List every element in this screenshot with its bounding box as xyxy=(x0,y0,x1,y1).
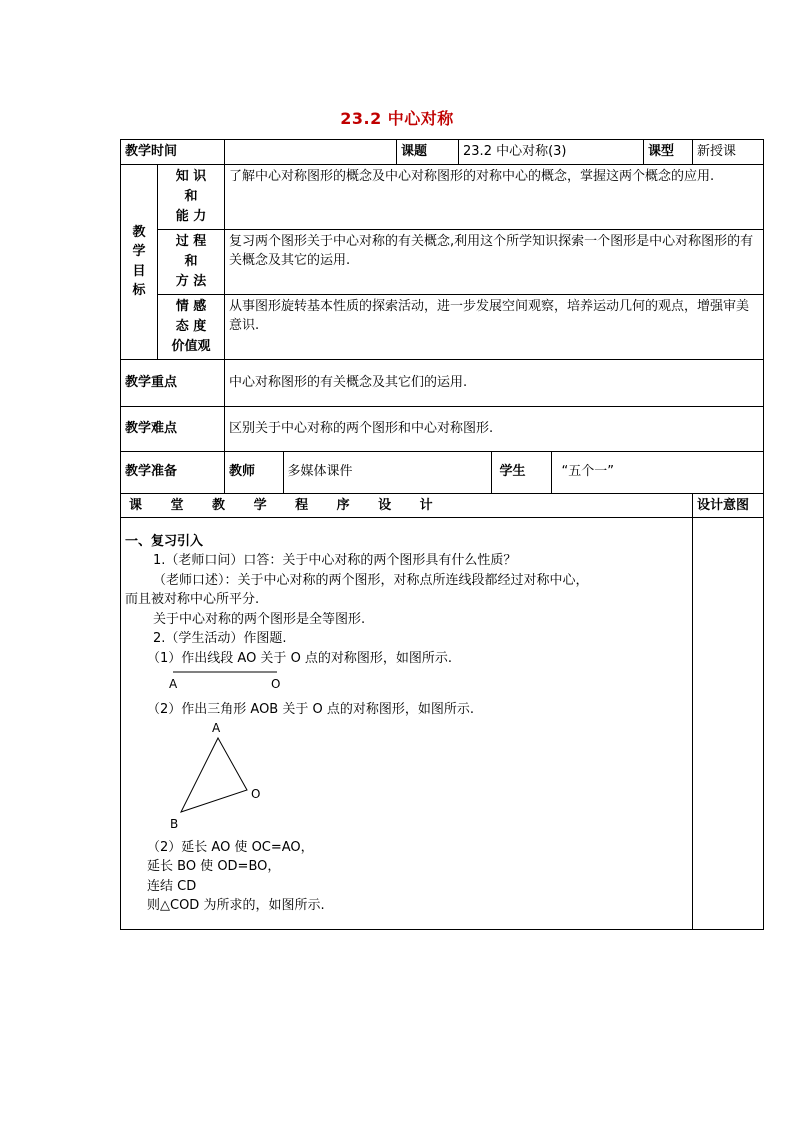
design-intent-body xyxy=(693,518,764,930)
triangle-aob xyxy=(181,738,247,812)
procedure-line: （老师口述）：关于中心对称的两个图形，对称点所连线段都经过对称中心， xyxy=(153,572,589,588)
procedure-line: 连结 CD xyxy=(147,878,197,894)
type-value: 新授课 xyxy=(693,140,764,165)
procedure-line: 2.（学生活动）作图题. xyxy=(153,631,287,646)
objective-label-line: 过 程 xyxy=(175,233,207,249)
procedure-line: 关于中心对称的两个图形是全等图形. xyxy=(153,611,366,627)
procedure-line: （2）延长 AO 使 OC=AO， xyxy=(147,839,314,855)
objectives-label xyxy=(121,164,158,359)
figure1-label-o: O xyxy=(271,677,281,691)
triangle-figure xyxy=(163,720,383,832)
teacher-value: 多媒体课件 xyxy=(283,452,491,493)
figure2-label-o: O xyxy=(251,786,261,801)
procedure-line: （2）作出三角形 AOB 关于 O 点的对称图形，如图所示. xyxy=(147,702,474,717)
procedure-line: 1.（老师口问）口答：关于中心对称的两个图形具有什么性质？ xyxy=(153,553,517,568)
procedure-line: 而且被对称中心所平分. xyxy=(125,592,260,607)
objective-label-line: 知 识 xyxy=(175,168,207,184)
topic-label: 课题 xyxy=(397,140,459,165)
objective-label-line: 能 力 xyxy=(175,208,207,224)
procedure-body xyxy=(121,518,693,930)
objective-label-line: 价值观 xyxy=(171,338,211,354)
teacher-label: 教师 xyxy=(225,452,283,493)
objective-text-knowledge: 了解中心对称图形的概念及中心对称图形的对称中心的概念，掌握这两个概念的应用. xyxy=(225,164,764,229)
time-label: 教学时间 xyxy=(121,140,225,165)
figure2-label-b: B xyxy=(170,816,179,831)
procedure-line: （1）作出线段 AO 关于 O 点的对称图形，如图所示. xyxy=(147,650,453,666)
objectives-label-char: 学 xyxy=(132,244,146,259)
objective-label-line: 情 感 xyxy=(175,298,207,314)
objectives-label-char: 目 xyxy=(132,263,146,279)
objective-label-process xyxy=(158,229,225,294)
objective-text-process: 复习两个图形关于中心对称的有关概念,利用这个所学知识探索一个图形是中心对称图形的有关概念及其它的运用. xyxy=(225,229,764,294)
key-point-text: 中心对称图形的有关概念及其它们的运用. xyxy=(225,359,764,406)
section-heading: 一、复习引入 xyxy=(125,533,204,549)
difficulty-label: 教学难点 xyxy=(121,406,225,451)
objective-label-line: 和 xyxy=(184,253,198,269)
difficulty-text: 区别关于中心对称的两个图形和中心对称图形. xyxy=(225,406,764,451)
lesson-plan-table xyxy=(120,139,764,930)
type-label: 课型 xyxy=(644,140,693,165)
student-value: “五个一” xyxy=(561,464,614,480)
objective-label-line: 态 度 xyxy=(175,318,207,334)
objective-label-line: 和 xyxy=(184,188,198,204)
preparation-subtable xyxy=(225,452,763,493)
objective-label-knowledge xyxy=(158,164,225,229)
preparation-label: 教学准备 xyxy=(121,451,225,493)
objective-label-line: 方 法 xyxy=(175,273,207,289)
objective-label-emotion xyxy=(158,294,225,359)
objectives-label-char: 标 xyxy=(132,283,146,298)
segment-figure xyxy=(165,668,365,696)
procedure-header: 课 堂 教 学 程 序 设 计 xyxy=(121,493,693,518)
figure1-label-a: A xyxy=(169,677,178,691)
design-intent-header: 设计意图 xyxy=(693,493,764,518)
procedure-line: 则△COD 为所求的，如图所示. xyxy=(147,898,325,913)
page-title: 23.2 中心对称 xyxy=(340,109,454,128)
time-value xyxy=(225,140,397,165)
key-point-label: 教学重点 xyxy=(121,359,225,406)
objectives-label-char: 教 xyxy=(132,224,146,240)
figure2-label-a: A xyxy=(212,720,221,735)
objective-text-emotion: 从事图形旋转基本性质的探索活动，进一步发展空间观察，培养运动几何的观点，增强审美意识. xyxy=(225,294,764,359)
procedure-line: 延长 BO 使 OD=BO， xyxy=(147,859,281,874)
student-label: 学生 xyxy=(491,452,551,493)
topic-value: 23.2 中心对称(3) xyxy=(459,140,644,165)
